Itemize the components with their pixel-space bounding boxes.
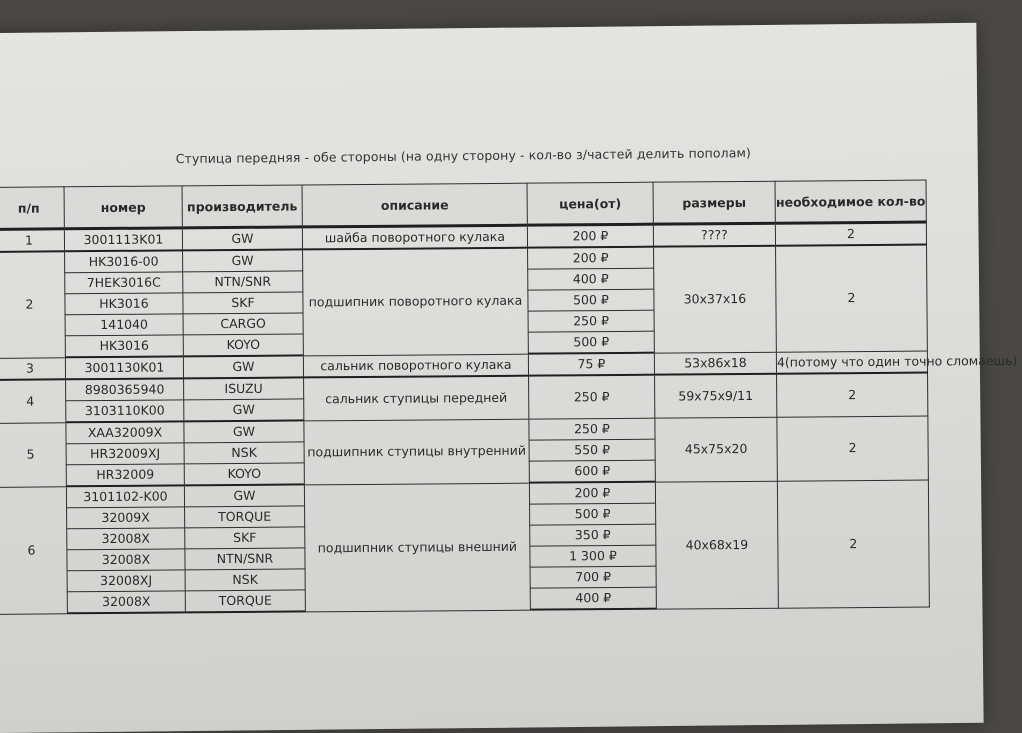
- description-cell: подшипник ступицы внешний: [304, 483, 530, 612]
- header-manufacturer: производитель: [182, 185, 302, 228]
- price-cell: 200 ₽: [529, 482, 655, 504]
- manufacturer-cell: GW: [182, 227, 302, 250]
- header-pp: п/п: [0, 187, 64, 230]
- description-cell: подшипник ступицы внутренний: [304, 419, 529, 485]
- part-number-cell: 3001130K01: [65, 356, 183, 379]
- part-number-cell: 8980365940: [66, 378, 184, 400]
- description-cell: шайба поворотного кулака: [302, 225, 527, 249]
- manufacturer-cell: GW: [184, 399, 304, 421]
- pp-cell: 5: [0, 422, 66, 487]
- manufacturer-cell: NTN/SNR: [183, 271, 303, 293]
- part-number-cell: 3103110K00: [66, 400, 184, 422]
- manufacturer-cell: GW: [183, 249, 303, 271]
- part-number-cell: HR32009XJ: [66, 443, 184, 465]
- manufacturer-cell: TORQUE: [185, 590, 305, 612]
- manufacturer-cell: GW: [184, 484, 304, 506]
- qty-cell: 2: [775, 222, 926, 246]
- price-cell: 75 ₽: [528, 353, 654, 376]
- price-cell: 500 ₽: [530, 503, 656, 525]
- description-cell: сальник поворотного кулака: [303, 354, 528, 378]
- header-number: номер: [64, 186, 182, 229]
- qty-cell: 2: [777, 373, 928, 417]
- price-cell: 500 ₽: [528, 289, 654, 311]
- qty-cell: 2: [776, 245, 928, 352]
- manufacturer-cell: TORQUE: [185, 506, 305, 528]
- part-number-cell: 7HEK3016C: [65, 272, 183, 294]
- header-price: цена(от): [527, 182, 653, 225]
- price-cell: 500 ₽: [528, 331, 654, 353]
- qty-cell: 4(потому что один точно сломаешь): [776, 351, 927, 374]
- manufacturer-cell: NSK: [184, 442, 304, 464]
- manufacturer-cell: NSK: [185, 569, 305, 591]
- pp-cell: 6: [0, 486, 67, 614]
- part-number-cell: 32008X: [67, 528, 185, 550]
- part-number-cell: 141040: [65, 314, 183, 336]
- size-cell: 40x68x19: [655, 481, 778, 609]
- parts-table: [0, 180, 1018, 615]
- header-size: размеры: [653, 181, 775, 224]
- qty-cell: 2: [777, 480, 929, 608]
- paper-sheet: [0, 23, 1018, 733]
- price-cell: 1 300 ₽: [530, 545, 656, 567]
- size-cell: 59x75x9/11: [655, 374, 777, 418]
- part-number-cell: 32008XJ: [67, 570, 185, 592]
- size-cell: ????: [653, 223, 775, 246]
- part-number-cell: 32009X: [67, 507, 185, 529]
- size-cell: 45x75x20: [655, 417, 777, 482]
- part-number-cell: 3101102-K00: [66, 485, 184, 507]
- manufacturer-cell: GW: [183, 355, 303, 378]
- part-number-cell: 32008X: [67, 591, 185, 613]
- manufacturer-cell: NTN/SNR: [185, 548, 305, 570]
- part-number-cell: HK3016-00: [65, 250, 183, 272]
- manufacturer-cell: GW: [184, 420, 304, 442]
- description-cell: сальник ступицы передней: [304, 376, 529, 421]
- part-number-cell: HK3016: [65, 293, 183, 315]
- manufacturer-cell: KOYO: [184, 463, 304, 485]
- pp-cell: 3: [0, 357, 66, 380]
- part-number-cell: HR32009: [66, 464, 184, 486]
- description-cell: подшипник поворотного кулака: [303, 248, 529, 356]
- manufacturer-cell: ISUZU: [184, 377, 304, 399]
- price-cell: 550 ₽: [529, 439, 655, 461]
- price-cell: 700 ₽: [530, 566, 656, 588]
- part-number-cell: XAA32009X: [66, 421, 184, 443]
- price-cell: 350 ₽: [530, 524, 656, 546]
- part-number-cell: 3001113K01: [64, 228, 182, 251]
- size-cell: 30x37x16: [654, 246, 777, 353]
- price-cell: 250 ₽: [528, 310, 654, 332]
- pp-cell: 2: [0, 251, 65, 358]
- price-cell: 200 ₽: [528, 247, 654, 269]
- header-row: [0, 180, 926, 229]
- header-description: описание: [302, 183, 527, 227]
- price-cell: 200 ₽: [527, 224, 653, 247]
- manufacturer-cell: SKF: [183, 292, 303, 314]
- price-cell: 600 ₽: [529, 460, 655, 482]
- size-cell: 53x86x18: [654, 352, 776, 375]
- document-title: Ступица передняя - обе стороны (на одну сторону - кол-во з/частей делить пополам): [175, 145, 752, 167]
- price-cell: 250 ₽: [529, 418, 655, 440]
- price-cell: 400 ₽: [528, 268, 654, 290]
- qty-cell: 2: [777, 416, 928, 481]
- pp-cell: 1: [0, 229, 65, 252]
- manufacturer-cell: SKF: [185, 527, 305, 549]
- part-number-cell: 32008X: [67, 549, 185, 571]
- pp-cell: 4: [0, 379, 66, 423]
- manufacturer-cell: KOYO: [183, 334, 303, 356]
- price-cell: 250 ₽: [529, 375, 655, 419]
- header-qty: необходимое кол-во: [775, 180, 926, 223]
- part-number-cell: HK3016: [65, 335, 183, 357]
- price-cell: 400 ₽: [530, 587, 656, 609]
- manufacturer-cell: CARGO: [183, 313, 303, 335]
